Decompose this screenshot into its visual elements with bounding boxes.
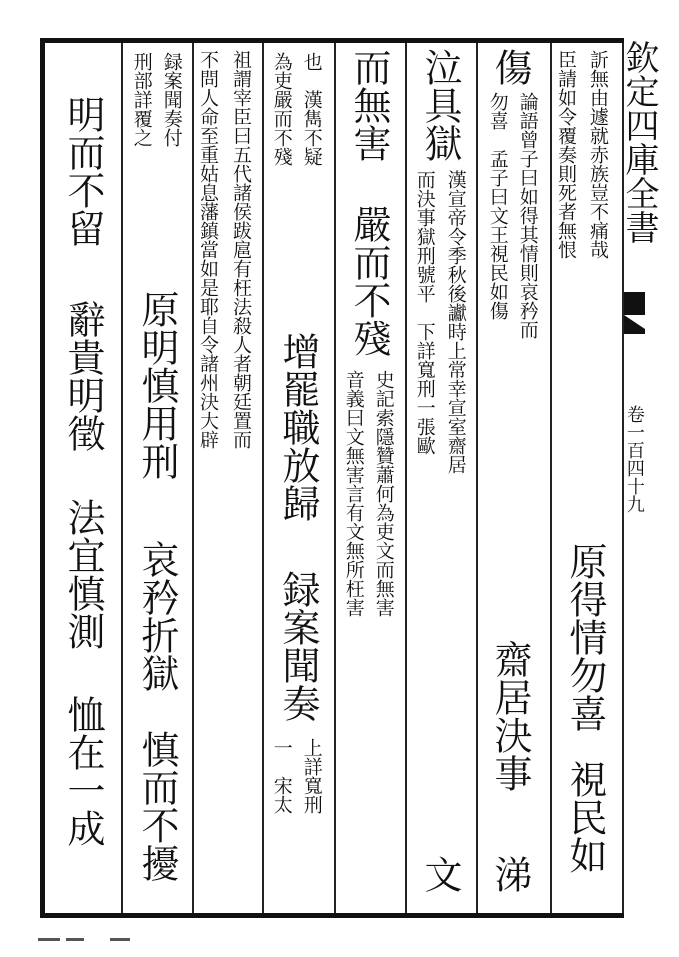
text-column-large: 明而不留	[61, 95, 105, 247]
text-column: 祖謂宰臣曰五代諸侯跋扈有枉法殺人者朝廷置而	[230, 50, 252, 449]
text-column-large: 增罷職放歸	[276, 332, 320, 522]
margin-juan-number: 卷一百四十九	[623, 405, 645, 513]
column-rule	[192, 43, 194, 913]
annotation-line: 論語曾子曰如得其情則哀矜而	[516, 92, 539, 339]
text-column: 臣請如令覆奏則死者無恨	[555, 50, 577, 259]
text-column-large: 哀矜折獄	[135, 540, 179, 692]
annotation-line: 刑部詳覆之	[130, 52, 153, 147]
annotation-line: 一 宋太	[270, 738, 293, 814]
column-rule	[121, 43, 123, 913]
annotation-line: 録案聞奏付	[160, 52, 183, 147]
text-column-large: 泣具獄	[418, 48, 462, 162]
annotation-line: 而決事獄刑號平 下詳寬刑一張歐	[413, 170, 436, 455]
text-column-large: 原明慎用刑	[135, 290, 179, 480]
text-column: 訢無由遽就赤族豈不痛哉	[587, 50, 609, 259]
text-column-large: 録案聞奏	[276, 570, 320, 722]
scan-artifact	[110, 938, 130, 941]
margin-title: 欽定四庫全書	[619, 40, 659, 244]
annotation-line: 漢宣帝令季秋後讞時上常幸宣室齋居	[444, 170, 467, 474]
text-column-large: 文	[418, 855, 462, 893]
text-column-large: 涕	[488, 855, 532, 893]
frame-bottom-border	[40, 913, 645, 918]
annotation-line: 音義曰文無害言有文無所枉害	[342, 370, 365, 617]
text-column-large: 齋居決事	[488, 640, 532, 792]
column-rule	[334, 43, 336, 913]
text-column-large: 視民如	[563, 760, 607, 874]
frame-left-border	[40, 38, 45, 918]
scan-artifact	[38, 938, 60, 941]
annotation-line: 為吏嚴而不殘	[270, 52, 293, 166]
column-rule	[405, 43, 407, 913]
text-column-large: 傷	[488, 48, 532, 86]
text-column-large: 辭貴明徵	[61, 300, 105, 452]
frame-top-border	[40, 38, 645, 43]
fishtail-notch	[624, 315, 645, 329]
text-column-large: 法宜慎測	[61, 498, 105, 650]
annotation-line: 也 漢雋不疑	[300, 52, 323, 166]
text-column: 不問人命至重姑息藩鎮當如是耶自令諸州決大辟	[197, 50, 219, 449]
text-column-large: 慎而不擾	[135, 730, 179, 882]
annotation-line: 史記索隱贊蕭何為吏文而無害	[372, 370, 395, 617]
column-rule	[262, 43, 264, 913]
annotation-line: 勿喜 孟子曰文王視民如傷	[486, 92, 509, 320]
text-column-large: 原得情勿喜	[563, 542, 607, 732]
text-column-large: 而無害	[347, 48, 391, 162]
column-rule	[550, 43, 552, 913]
column-rule	[476, 43, 478, 913]
annotation-line: 上詳寬刑	[300, 738, 323, 814]
scan-artifact	[66, 938, 84, 941]
text-column-large: 嚴而不殘	[347, 205, 391, 357]
text-column-large: 恤在一成	[61, 695, 105, 847]
